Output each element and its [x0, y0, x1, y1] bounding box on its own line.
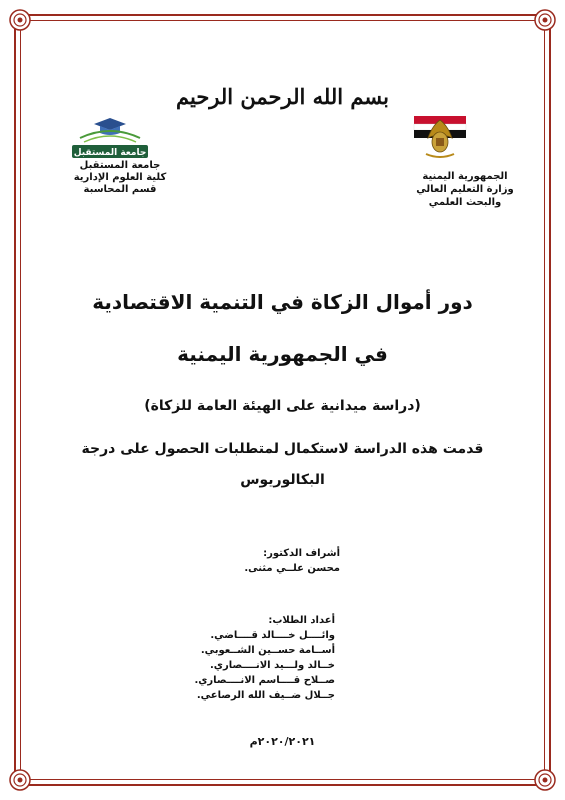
student-name: جــلال ضــيف الله الرصاعي. [196, 690, 335, 701]
thesis-subtitle: (دراسة ميدانية على الهيئة العامة للزكاة) [144, 398, 421, 414]
student-name: أســامة حســين الشــعوبي. [200, 645, 335, 656]
corner-ornament-icon [7, 7, 33, 33]
ministry-line: والبحث العلمي [428, 197, 502, 208]
student-name: خــالد ولـــيد الانــــصاري. [209, 660, 335, 671]
yemen-eagle-emblem-icon [410, 112, 470, 166]
ministry-line: الجمهورية اليمنية [422, 171, 508, 182]
supervisor-name: محسن علــي مثنى. [244, 563, 340, 574]
university-header [55, 160, 185, 196]
ministry-line: وزارة التعليم العالي [416, 184, 514, 195]
students-block [194, 613, 335, 703]
university-logo [70, 116, 150, 164]
thesis-title-line1: دور أموال الزكاة في التنمية الاقتصادية [92, 290, 473, 314]
supervisor-block [230, 546, 340, 576]
thesis-title-line2: في الجمهورية اليمنية [177, 342, 388, 366]
university-line: قسم المحاسبة [83, 184, 157, 195]
academic-year-date: ٢٠٢٠/٢٠٢١م [249, 735, 316, 748]
student-name: صــلاح قــــاسم الانــــصاري. [194, 675, 335, 686]
basmala-heading: بسم الله الرحمن الرحيم [176, 84, 389, 109]
corner-ornament-icon [532, 7, 558, 33]
degree-purpose-line2: البكالوريوس [240, 472, 325, 488]
degree-purpose-line1: قدمت هذه الدراسة لاستكمال لمتطلبات الحصول على درجة [81, 441, 484, 457]
logo-text: جامعة المستقبل [73, 148, 147, 158]
corner-ornament-icon [7, 767, 33, 793]
student-name: وائــــل خــــالد قــــاضي. [210, 630, 335, 641]
supervisor-label: أشراف الدكتور: [263, 548, 340, 559]
university-line: جامعة المستقبل [79, 160, 161, 171]
ministry-header [395, 170, 535, 209]
university-line: كلية العلوم الإدارية [73, 172, 167, 183]
corner-ornament-icon [532, 767, 558, 793]
students-label: أعداد الطلاب: [268, 615, 335, 626]
